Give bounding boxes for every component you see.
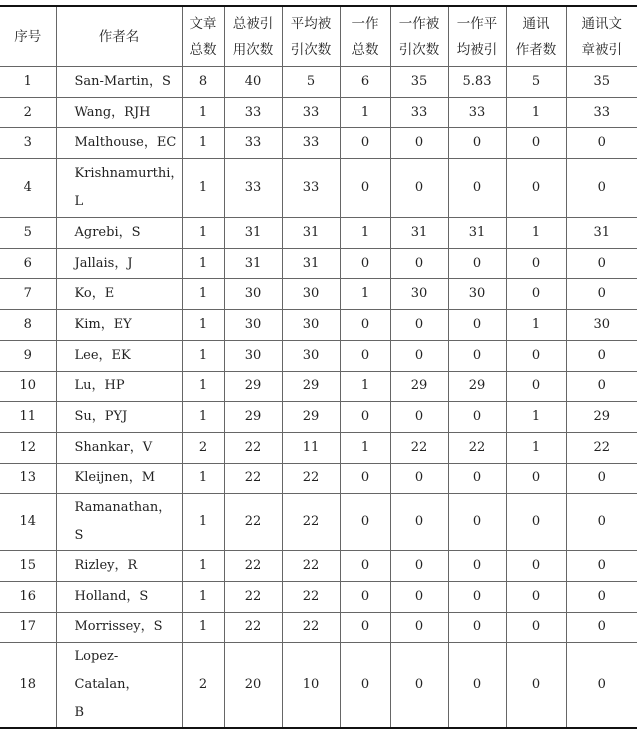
metric-cell: 0 xyxy=(390,402,448,433)
metric-cell: 1 xyxy=(506,432,566,463)
author-name: Ramanathan，S xyxy=(56,494,182,551)
metric-cell: 1 xyxy=(182,248,224,279)
column-header: 一作平 均被引 xyxy=(448,6,506,67)
metric-cell: 0 xyxy=(448,612,506,643)
metric-cell: 29 xyxy=(448,371,506,402)
metric-cell: 31 xyxy=(282,248,340,279)
metric-cell: 0 xyxy=(390,159,448,218)
metric-cell: 0 xyxy=(390,494,448,551)
metric-cell: 0 xyxy=(448,463,506,494)
row-index: 10 xyxy=(0,371,56,402)
metric-cell: 30 xyxy=(282,340,340,371)
metric-cell: 0 xyxy=(448,402,506,433)
metric-cell: 33 xyxy=(448,97,506,128)
metric-cell: 40 xyxy=(224,67,282,98)
column-header: 总被引 用次数 xyxy=(224,6,282,67)
metric-cell: 33 xyxy=(282,97,340,128)
metric-cell: 0 xyxy=(390,612,448,643)
metric-cell: 31 xyxy=(566,218,637,249)
metric-cell: 1 xyxy=(506,218,566,249)
row-index: 8 xyxy=(0,310,56,341)
metric-cell: 0 xyxy=(390,310,448,341)
metric-cell: 0 xyxy=(566,371,637,402)
row-index: 13 xyxy=(0,463,56,494)
column-header: 文章 总数 xyxy=(182,6,224,67)
metric-cell: 0 xyxy=(340,581,390,612)
table-body xyxy=(0,67,637,729)
metric-cell: 33 xyxy=(282,159,340,218)
metric-cell: 31 xyxy=(282,218,340,249)
metric-cell: 5.83 xyxy=(448,67,506,98)
author-name: Malthouse，EC xyxy=(56,128,182,159)
metric-cell: 0 xyxy=(566,612,637,643)
column-header: 序号 xyxy=(0,6,56,67)
row-index: 5 xyxy=(0,218,56,249)
metric-cell: 0 xyxy=(340,612,390,643)
metric-cell: 8 xyxy=(182,67,224,98)
metric-cell: 33 xyxy=(224,128,282,159)
metric-cell: 0 xyxy=(566,159,637,218)
row-index: 7 xyxy=(0,279,56,310)
metric-cell: 0 xyxy=(506,279,566,310)
metric-cell: 1 xyxy=(506,310,566,341)
author-name: Rizley，R xyxy=(56,551,182,582)
metric-cell: 0 xyxy=(340,463,390,494)
table-row xyxy=(0,463,637,494)
metric-cell: 1 xyxy=(506,402,566,433)
author-name: Jallais，J xyxy=(56,248,182,279)
metric-cell: 0 xyxy=(566,128,637,159)
table-row xyxy=(0,371,637,402)
author-citation-table xyxy=(0,5,637,729)
row-index: 14 xyxy=(0,494,56,551)
metric-cell: 33 xyxy=(566,97,637,128)
metric-cell: 0 xyxy=(340,159,390,218)
table-row xyxy=(0,581,637,612)
author-name: Lopez-Catalan， B xyxy=(56,643,182,729)
metric-cell: 31 xyxy=(224,248,282,279)
row-index: 9 xyxy=(0,340,56,371)
metric-cell: 0 xyxy=(390,248,448,279)
metric-cell: 1 xyxy=(182,494,224,551)
table-row xyxy=(0,159,637,218)
metric-cell: 1 xyxy=(182,159,224,218)
metric-cell: 0 xyxy=(448,581,506,612)
metric-cell: 0 xyxy=(448,551,506,582)
metric-cell: 22 xyxy=(224,581,282,612)
metric-cell: 0 xyxy=(448,248,506,279)
table-row xyxy=(0,432,637,463)
metric-cell: 0 xyxy=(506,159,566,218)
author-name: Su，PYJ xyxy=(56,402,182,433)
author-name: Wang，RJH xyxy=(56,97,182,128)
row-index: 1 xyxy=(0,67,56,98)
metric-cell: 0 xyxy=(448,128,506,159)
metric-cell: 0 xyxy=(340,340,390,371)
table-row xyxy=(0,494,637,551)
metric-cell: 1 xyxy=(340,218,390,249)
metric-cell: 1 xyxy=(340,371,390,402)
metric-cell: 0 xyxy=(448,310,506,341)
row-index: 12 xyxy=(0,432,56,463)
row-index: 11 xyxy=(0,402,56,433)
metric-cell: 33 xyxy=(282,128,340,159)
table-row xyxy=(0,279,637,310)
metric-cell: 22 xyxy=(282,494,340,551)
table-row xyxy=(0,643,637,729)
table-row xyxy=(0,551,637,582)
metric-cell: 0 xyxy=(506,340,566,371)
metric-cell: 29 xyxy=(282,371,340,402)
metric-cell: 0 xyxy=(506,248,566,279)
row-index: 15 xyxy=(0,551,56,582)
author-name: Holland，S xyxy=(56,581,182,612)
metric-cell: 1 xyxy=(340,279,390,310)
metric-cell: 1 xyxy=(182,218,224,249)
metric-cell: 33 xyxy=(224,97,282,128)
metric-cell: 1 xyxy=(182,128,224,159)
table-row xyxy=(0,340,637,371)
metric-cell: 2 xyxy=(182,432,224,463)
metric-cell: 0 xyxy=(448,643,506,729)
metric-cell: 0 xyxy=(506,463,566,494)
metric-cell: 0 xyxy=(506,494,566,551)
metric-cell: 0 xyxy=(566,551,637,582)
metric-cell: 0 xyxy=(448,340,506,371)
metric-cell: 33 xyxy=(390,97,448,128)
metric-cell: 22 xyxy=(282,463,340,494)
metric-cell: 0 xyxy=(566,581,637,612)
metric-cell: 0 xyxy=(390,128,448,159)
metric-cell: 0 xyxy=(390,643,448,729)
author-name: Lu，HP xyxy=(56,371,182,402)
metric-cell: 0 xyxy=(340,402,390,433)
metric-cell: 0 xyxy=(566,248,637,279)
metric-cell: 33 xyxy=(224,159,282,218)
metric-cell: 1 xyxy=(182,97,224,128)
author-name: Morrissey，S xyxy=(56,612,182,643)
metric-cell: 6 xyxy=(340,67,390,98)
metric-cell: 5 xyxy=(506,67,566,98)
column-header: 通讯 作者数 xyxy=(506,6,566,67)
metric-cell: 1 xyxy=(182,402,224,433)
metric-cell: 22 xyxy=(224,612,282,643)
row-index: 3 xyxy=(0,128,56,159)
metric-cell: 22 xyxy=(282,581,340,612)
table-row xyxy=(0,612,637,643)
table-row xyxy=(0,67,637,98)
column-header: 一作 总数 xyxy=(340,6,390,67)
metric-cell: 35 xyxy=(566,67,637,98)
metric-cell: 10 xyxy=(282,643,340,729)
metric-cell: 0 xyxy=(506,551,566,582)
metric-cell: 1 xyxy=(182,340,224,371)
metric-cell: 0 xyxy=(390,551,448,582)
metric-cell: 30 xyxy=(224,340,282,371)
row-index: 6 xyxy=(0,248,56,279)
metric-cell: 1 xyxy=(182,612,224,643)
metric-cell: 1 xyxy=(182,371,224,402)
metric-cell: 11 xyxy=(282,432,340,463)
metric-cell: 0 xyxy=(390,340,448,371)
metric-cell: 31 xyxy=(390,218,448,249)
metric-cell: 22 xyxy=(390,432,448,463)
metric-cell: 0 xyxy=(340,128,390,159)
metric-cell: 29 xyxy=(224,402,282,433)
column-header: 一作被 引次数 xyxy=(390,6,448,67)
metric-cell: 0 xyxy=(340,248,390,279)
metric-cell: 0 xyxy=(340,494,390,551)
metric-cell: 35 xyxy=(390,67,448,98)
metric-cell: 29 xyxy=(390,371,448,402)
metric-cell: 22 xyxy=(566,432,637,463)
table-row xyxy=(0,402,637,433)
author-name: Shankar，V xyxy=(56,432,182,463)
metric-cell: 1 xyxy=(182,279,224,310)
metric-cell: 22 xyxy=(282,612,340,643)
author-name: Agrebi，S xyxy=(56,218,182,249)
metric-cell: 5 xyxy=(282,67,340,98)
metric-cell: 30 xyxy=(224,310,282,341)
author-name: San-Martin，S xyxy=(56,67,182,98)
metric-cell: 30 xyxy=(282,310,340,341)
metric-cell: 0 xyxy=(506,581,566,612)
column-header: 作者名 xyxy=(56,6,182,67)
metric-cell: 0 xyxy=(390,581,448,612)
metric-cell: 30 xyxy=(566,310,637,341)
metric-cell: 0 xyxy=(566,643,637,729)
row-index: 17 xyxy=(0,612,56,643)
table-row xyxy=(0,218,637,249)
column-header: 平均被 引次数 xyxy=(282,6,340,67)
row-index: 4 xyxy=(0,159,56,218)
metric-cell: 1 xyxy=(182,581,224,612)
metric-cell: 0 xyxy=(448,494,506,551)
row-index: 18 xyxy=(0,643,56,729)
metric-cell: 22 xyxy=(224,494,282,551)
metric-cell: 0 xyxy=(506,128,566,159)
metric-cell: 0 xyxy=(566,340,637,371)
column-header: 通讯文 章被引 xyxy=(566,6,637,67)
metric-cell: 0 xyxy=(506,612,566,643)
metric-cell: 29 xyxy=(566,402,637,433)
metric-cell: 30 xyxy=(224,279,282,310)
author-name: Kleijnen，M xyxy=(56,463,182,494)
metric-cell: 0 xyxy=(448,159,506,218)
author-name: Lee，EK xyxy=(56,340,182,371)
metric-cell: 1 xyxy=(182,463,224,494)
table-row xyxy=(0,248,637,279)
metric-cell: 0 xyxy=(340,643,390,729)
metric-cell: 31 xyxy=(448,218,506,249)
metric-cell: 0 xyxy=(340,310,390,341)
metric-cell: 22 xyxy=(224,432,282,463)
table-row xyxy=(0,310,637,341)
row-index: 2 xyxy=(0,97,56,128)
metric-cell: 1 xyxy=(340,432,390,463)
metric-cell: 22 xyxy=(448,432,506,463)
metric-cell: 0 xyxy=(566,494,637,551)
metric-cell: 0 xyxy=(390,463,448,494)
metric-cell: 30 xyxy=(448,279,506,310)
metric-cell: 29 xyxy=(282,402,340,433)
author-name: Kim，EY xyxy=(56,310,182,341)
row-index: 16 xyxy=(0,581,56,612)
metric-cell: 0 xyxy=(506,643,566,729)
metric-cell: 1 xyxy=(182,310,224,341)
metric-cell: 0 xyxy=(566,279,637,310)
table-row xyxy=(0,97,637,128)
author-name: Krishnamurthi， L xyxy=(56,159,182,218)
metric-cell: 1 xyxy=(340,97,390,128)
metric-cell: 29 xyxy=(224,371,282,402)
table-row xyxy=(0,128,637,159)
metric-cell: 1 xyxy=(182,551,224,582)
metric-cell: 22 xyxy=(224,463,282,494)
metric-cell: 0 xyxy=(566,463,637,494)
metric-cell: 20 xyxy=(224,643,282,729)
metric-cell: 2 xyxy=(182,643,224,729)
metric-cell: 30 xyxy=(282,279,340,310)
header-row xyxy=(0,6,637,67)
metric-cell: 1 xyxy=(506,97,566,128)
metric-cell: 31 xyxy=(224,218,282,249)
author-name: Ko，E xyxy=(56,279,182,310)
metric-cell: 22 xyxy=(224,551,282,582)
metric-cell: 0 xyxy=(506,371,566,402)
metric-cell: 0 xyxy=(340,551,390,582)
metric-cell: 30 xyxy=(390,279,448,310)
metric-cell: 22 xyxy=(282,551,340,582)
